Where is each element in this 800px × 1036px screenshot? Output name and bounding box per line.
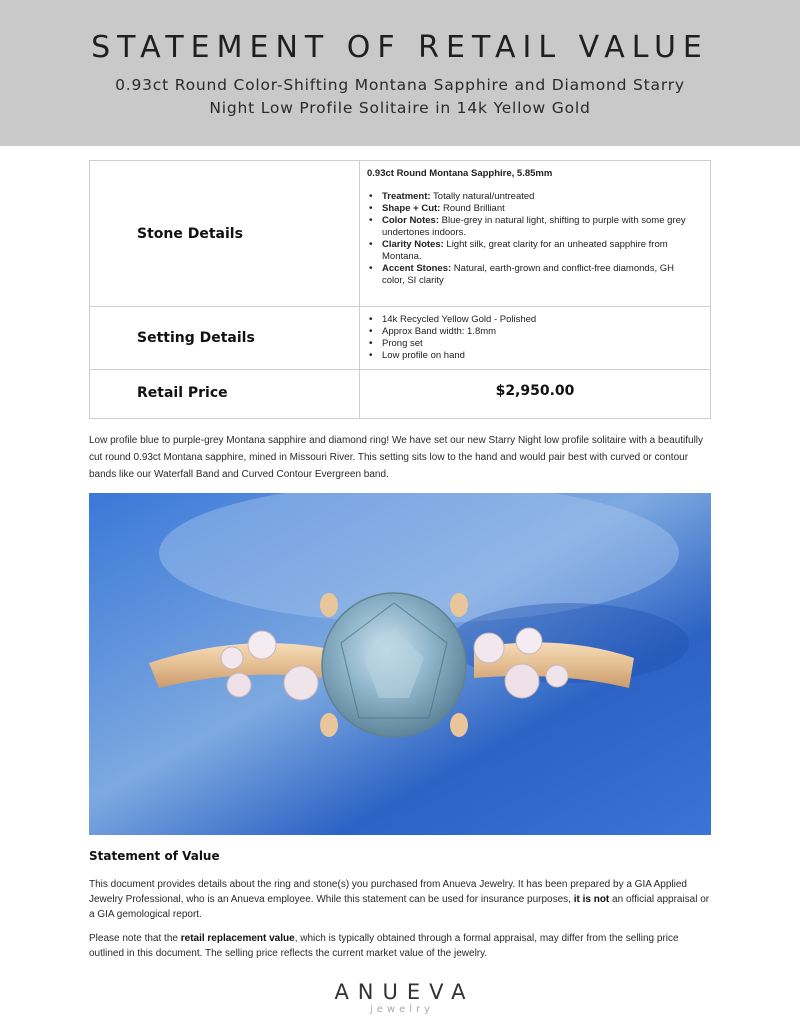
- list-item: • 14k Recycled Yellow Gold - Polished: [360, 314, 695, 326]
- stone-details-label: Stone Details: [137, 226, 243, 242]
- stone-detail-list: [360, 191, 695, 287]
- document-title: STATEMENT OF RETAIL VALUE: [91, 30, 709, 65]
- setting-details-row: [90, 307, 710, 370]
- anueva-logo: [300, 980, 500, 1015]
- list-item: • Approx Band width: 1.8mm: [360, 326, 695, 338]
- page-header: [0, 0, 800, 146]
- product-description: Low profile blue to purple-grey Montana sapphire and diamond ring! We have set our new Starry Night low profile solitaire with a beautifully cut round 0.93ct Montana sapphire, mined in Missouri River. This setting sits low to the hand and would pair best with curved or contour bands like our Waterfall Band and Curved Contour Evergreen band.: [89, 435, 704, 480]
- statement-paragraph-1: This document provides details about the ring and stone(s) you purchased from Anueva Jewelry. It has been prepared by a GIA Applied Jewelry Professional, who is an Anueva employee. While this statement can be used for insurance purposes, it is not an official appraisal or a GIA gemological report.: [89, 879, 710, 920]
- details-table: [89, 160, 711, 419]
- ring-illustration: [89, 493, 711, 835]
- setting-details-label: Setting Details: [137, 330, 255, 346]
- retail-price-label: Retail Price: [137, 385, 228, 401]
- logo-tagline: jewelry: [369, 1004, 435, 1015]
- list-item: • Prong set: [360, 338, 695, 350]
- retail-price-value: $2,950.00: [495, 383, 575, 399]
- product-subtitle: 0.93ct Round Color-Shifting Montana Sapphire and Diamond Starry Night Low Profile Solitaire in 14k Yellow Gold: [115, 76, 685, 117]
- list-item: • Color Notes: Blue-grey in natural light, shifting to purple with some grey undertones indoors.: [360, 215, 695, 239]
- sapphire-center-stone: [322, 593, 466, 737]
- statement-paragraph-2: Please note that the retail replacement value, which is typically obtained through a formal appraisal, may differ from the selling price outlined in this document. The selling price reflects the current market value of the jewelry.: [89, 933, 679, 959]
- list-item: • Shape + Cut: Round Brilliant: [360, 203, 695, 215]
- ring-photo: [89, 493, 711, 835]
- retail-price-row: [90, 370, 710, 418]
- logo-name: ANUEVA: [334, 980, 475, 1004]
- stone-details-row: [90, 161, 710, 307]
- list-item: • Accent Stones: Natural, earth-grown and conflict-free diamonds, GH color, SI clarity: [360, 263, 695, 287]
- list-item: • Clarity Notes: Light silk, great clarity for an unheated sapphire from Montana.: [360, 239, 695, 263]
- stone-title: 0.93ct Round Montana Sapphire, 5.85mm: [367, 168, 553, 179]
- list-item: • Treatment: Totally natural/untreated: [360, 191, 695, 203]
- list-item: • Low profile on hand: [360, 350, 695, 362]
- statement-title: Statement of Value: [89, 849, 220, 863]
- setting-detail-list: [360, 314, 695, 362]
